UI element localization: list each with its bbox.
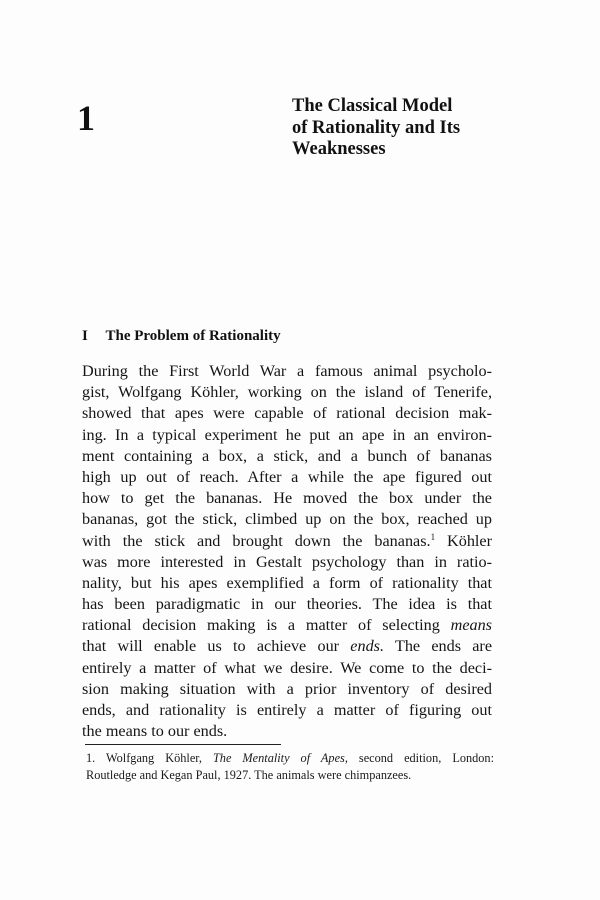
text-line: ends, and rationality is entirely a matter of figuring out <box>82 701 492 719</box>
section-heading <box>82 326 281 346</box>
text-line: ing. In a typical experiment he put an ape in an environ- <box>82 425 492 444</box>
text-segment: that will enable us to achieve our <box>82 637 340 656</box>
text-line: gist, Wolfgang Köhler, working on the island of Tenerife, <box>82 383 492 402</box>
chapter-title <box>292 96 532 161</box>
text-line: entirely a matter of what we desire. We come to the deci- <box>82 658 492 677</box>
text-line: During the First World War a famous animal psycholo- <box>82 362 492 380</box>
footnote <box>86 750 494 784</box>
text-segment: rational decision making is a matter of selecting <box>82 616 440 635</box>
text-segment: Köhler <box>435 531 492 550</box>
chapter-title-line: of Rationality and Its <box>292 117 461 138</box>
body-paragraph <box>82 361 492 742</box>
footnote-book-title: The Mentality of Apes, <box>212 751 348 765</box>
text-line: nality, but his apes exemplified a form of rationality that <box>82 573 492 592</box>
text-line: how to get the bananas. He moved the box under the <box>82 489 492 508</box>
text-line <box>82 636 492 657</box>
text-line: showed that apes were capable of rational decision mak- <box>82 404 492 423</box>
text-line: bananas, got the stick, climbed up on the box, reached up <box>82 510 492 529</box>
text-line: has been paradigmatic in our theories. The idea is that <box>82 595 492 614</box>
text-line <box>82 531 492 552</box>
section-title: The Problem of Rationality <box>105 328 281 344</box>
text-line: ment containing a box, a stick, and a bunch of bananas <box>82 446 492 465</box>
chapter-title-line: The Classical Model <box>292 96 453 116</box>
section-number: I <box>82 328 88 344</box>
footnote-line: Routledge and Kegan Paul, 1927. The animals were chimpanzees. <box>86 768 412 782</box>
footnote-number: 1. <box>86 751 96 765</box>
text-line: the means to our ends. <box>82 722 228 741</box>
text-line <box>82 615 492 636</box>
emphasis-text: ends. <box>350 637 385 656</box>
footnote-author: Wolfgang Köhler, <box>95 751 213 765</box>
text-line: was more interested in Gestalt psychology than in ratio- <box>82 552 492 571</box>
footnote-line <box>86 750 494 767</box>
chapter-title-line: Weaknesses <box>292 139 386 159</box>
footnote-divider <box>85 744 281 745</box>
text-segment: with the stick and brought down the bananas. <box>82 531 431 550</box>
text-segment: second edition, London: <box>347 751 494 765</box>
text-segment: The ends are <box>384 637 493 656</box>
text-line: sion making situation with a prior inventory of desired <box>82 679 492 698</box>
text-line: high up out of reach. After a while the ape figured out <box>82 467 492 486</box>
chapter-number: 1 <box>77 98 95 138</box>
footnote-reference[interactable]: 1 <box>430 531 436 542</box>
emphasis-text: means <box>450 616 492 635</box>
